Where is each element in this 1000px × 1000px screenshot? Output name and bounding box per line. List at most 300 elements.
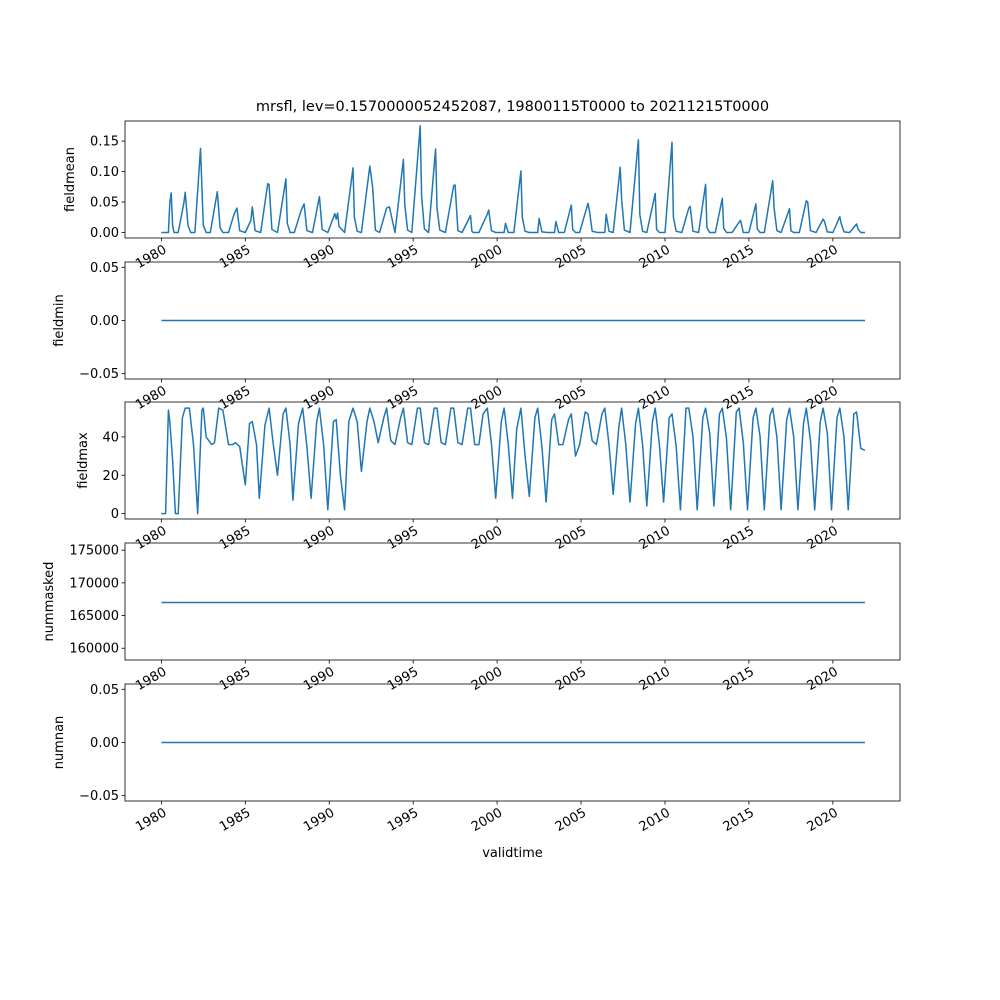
data-point <box>161 602 162 603</box>
x-tick-label: 1980 <box>133 664 170 695</box>
data-point <box>267 183 268 184</box>
data-point <box>354 217 355 218</box>
data-point <box>671 142 672 143</box>
data-point <box>478 232 479 233</box>
y-tick-label: 0.05 <box>90 260 119 276</box>
x-tick-label: 2000 <box>468 523 506 554</box>
data-point <box>311 498 312 499</box>
data-point <box>373 421 374 422</box>
data-point <box>512 498 513 499</box>
data-point <box>688 408 689 409</box>
data-point <box>421 195 422 196</box>
y-tick-label: 0.00 <box>90 736 119 751</box>
x-tick-label: 1995 <box>385 805 422 836</box>
data-point <box>178 513 179 514</box>
data-point <box>764 232 765 233</box>
x-tick-label: 2010 <box>636 523 673 554</box>
data-point <box>688 208 689 209</box>
x-tick-label: 1995 <box>385 664 422 695</box>
data-point <box>772 180 773 181</box>
x-tick-label: 1980 <box>133 383 170 414</box>
data-point <box>340 475 341 476</box>
data-point <box>210 232 211 233</box>
data-point <box>462 232 463 233</box>
data-point <box>250 220 251 221</box>
data-point <box>453 408 454 409</box>
data-point <box>864 742 865 743</box>
data-point <box>352 408 353 409</box>
y-tick-label: 165000 <box>69 609 119 625</box>
x-tick-label: 2005 <box>552 523 590 554</box>
data-point <box>161 742 162 743</box>
data-point <box>592 231 593 232</box>
data-point <box>760 232 761 233</box>
data-point <box>457 230 458 231</box>
data-point <box>501 421 502 422</box>
data-point <box>504 408 505 409</box>
data-point <box>285 178 286 179</box>
x-tick-label: 2010 <box>636 383 673 414</box>
data-point <box>814 509 815 510</box>
data-point <box>856 223 857 224</box>
data-point <box>848 509 849 510</box>
data-point <box>185 192 186 193</box>
data-point <box>534 417 535 418</box>
data-point <box>685 408 686 409</box>
data-point <box>344 232 345 233</box>
data-point <box>568 419 569 420</box>
data-point <box>659 444 660 445</box>
data-point <box>836 417 837 418</box>
data-point <box>520 170 521 171</box>
data-point <box>375 230 376 231</box>
data-point <box>169 203 170 204</box>
data-point <box>234 214 235 215</box>
data-point <box>228 444 229 445</box>
data-point <box>194 232 195 233</box>
data-point <box>434 408 435 409</box>
data-point <box>255 230 256 231</box>
data-point <box>436 408 437 409</box>
data-point <box>175 513 176 514</box>
data-point <box>601 413 602 414</box>
data-point <box>608 444 609 445</box>
y-tick-label: 170000 <box>69 576 119 592</box>
data-point <box>860 448 861 449</box>
data-point <box>726 438 727 439</box>
data-point <box>575 232 576 233</box>
y-axis-label: fieldmean <box>63 147 78 212</box>
data-point <box>161 513 162 514</box>
x-tick-label: 1995 <box>385 242 422 273</box>
data-point <box>269 184 270 185</box>
data-point <box>457 442 458 443</box>
data-point <box>322 229 323 230</box>
data-point <box>748 232 749 233</box>
data-point <box>389 206 390 207</box>
data-point <box>369 408 370 409</box>
data-point <box>403 159 404 160</box>
x-tick-label: 2000 <box>468 805 506 836</box>
data-point <box>298 423 299 424</box>
y-tick-label: 40 <box>102 430 119 446</box>
x-tick-label: 1980 <box>133 523 170 554</box>
data-point <box>635 423 636 424</box>
data-point <box>462 444 463 445</box>
data-point <box>709 232 710 233</box>
data-point <box>839 408 840 409</box>
data-point <box>327 509 328 510</box>
data-point <box>810 230 811 231</box>
data-point <box>541 231 542 232</box>
y-tick-label: 0.10 <box>90 165 119 181</box>
data-point <box>478 444 479 445</box>
data-point <box>793 436 794 437</box>
data-point <box>182 417 183 418</box>
data-point <box>264 425 265 426</box>
y-axis-label: numnan <box>52 715 67 770</box>
x-tick-label: 2020 <box>804 805 841 836</box>
data-point <box>740 220 741 221</box>
data-point <box>638 408 639 409</box>
data-point <box>290 232 291 233</box>
data-point <box>676 231 677 232</box>
x-tick-label: 1990 <box>301 242 338 273</box>
data-point <box>239 230 240 231</box>
data-point <box>470 408 471 409</box>
data-point <box>404 205 405 206</box>
data-point <box>757 228 758 229</box>
data-point <box>173 232 174 233</box>
x-tick-label: 1990 <box>301 383 338 414</box>
data-point <box>211 444 212 445</box>
data-point <box>504 232 505 233</box>
data-point <box>747 509 748 510</box>
data-point <box>161 232 162 233</box>
data-point <box>558 232 559 233</box>
data-point <box>776 230 777 231</box>
data-point <box>571 205 572 206</box>
data-point <box>713 505 714 506</box>
data-point <box>495 498 496 499</box>
data-point <box>613 232 614 233</box>
data-point <box>739 222 740 223</box>
x-tick-label: 2015 <box>720 383 757 414</box>
data-point <box>271 229 272 230</box>
data-point <box>606 214 607 215</box>
data-point <box>394 444 395 445</box>
x-tick-label: 1990 <box>301 523 338 554</box>
data-point <box>348 421 349 422</box>
chart-title: mrsfl, lev=0.1570000052452087, 19800115T0000 to 20211215T0000 <box>255 99 770 115</box>
data-point <box>394 232 395 233</box>
data-point <box>638 139 639 140</box>
data-point <box>386 408 387 409</box>
data-point <box>692 231 693 232</box>
data-point <box>379 232 380 233</box>
data-point <box>236 208 237 209</box>
data-point <box>269 408 270 409</box>
data-point <box>178 232 179 233</box>
data-point <box>839 216 840 217</box>
data-point <box>487 408 488 409</box>
data-point <box>596 444 597 445</box>
data-point <box>587 203 588 204</box>
x-tick-label: 2000 <box>468 664 506 695</box>
data-point <box>334 213 335 214</box>
data-point <box>692 436 693 437</box>
data-point <box>864 232 865 233</box>
data-point <box>663 502 664 503</box>
data-point <box>656 229 657 230</box>
data-point <box>832 232 833 233</box>
x-tick-label: 1980 <box>133 242 170 273</box>
data-point <box>579 232 580 233</box>
data-point <box>698 232 699 233</box>
data-point <box>366 421 367 422</box>
data-point <box>539 218 540 219</box>
data-point <box>529 232 530 233</box>
x-tick-label: 1980 <box>133 805 170 836</box>
x-tick-label: 1995 <box>385 383 422 414</box>
data-point <box>491 230 492 231</box>
data-point <box>220 227 221 228</box>
x-tick-label: 2010 <box>636 664 673 695</box>
data-point <box>206 232 207 233</box>
data-point <box>529 496 530 497</box>
data-point <box>290 444 291 445</box>
data-point <box>323 444 324 445</box>
data-point <box>222 232 223 233</box>
data-point <box>827 231 828 232</box>
data-point <box>541 446 542 447</box>
data-point <box>669 417 670 418</box>
data-point <box>474 444 475 445</box>
data-point <box>473 232 474 233</box>
data-point <box>428 232 429 233</box>
data-point <box>807 201 808 202</box>
data-point <box>522 217 523 218</box>
data-point <box>197 513 198 514</box>
data-point <box>743 232 744 233</box>
data-point <box>618 427 619 428</box>
data-point <box>217 191 218 192</box>
data-point <box>445 444 446 445</box>
x-tick-label: 2000 <box>468 383 506 414</box>
data-point <box>352 167 353 168</box>
data-point <box>705 184 706 185</box>
data-point <box>445 232 446 233</box>
data-point <box>722 198 723 199</box>
data-point <box>786 419 787 420</box>
data-point <box>823 408 824 409</box>
x-tick-label: 2020 <box>804 523 841 554</box>
data-point <box>304 203 305 204</box>
data-point <box>450 408 451 409</box>
data-point <box>629 502 630 503</box>
data-point <box>245 484 246 485</box>
data-point <box>860 232 861 233</box>
y-tick-label: 160000 <box>69 641 119 657</box>
data-point <box>824 221 825 222</box>
data-point <box>361 471 362 472</box>
x-tick-label: 2015 <box>720 805 757 836</box>
data-point <box>372 186 373 187</box>
data-point <box>723 228 724 229</box>
data-point <box>316 421 317 422</box>
x-tick-label: 2020 <box>804 664 841 695</box>
data-point <box>621 408 622 409</box>
data-point <box>555 221 556 222</box>
data-point <box>337 212 338 213</box>
data-point <box>864 450 865 451</box>
data-point <box>455 184 456 185</box>
x-tick-label: 2015 <box>720 664 757 695</box>
data-point <box>722 408 723 409</box>
data-point <box>252 206 253 207</box>
y-tick-label: 0 <box>110 507 119 523</box>
data-point <box>245 232 246 233</box>
data-point <box>625 444 626 445</box>
data-point <box>407 442 408 443</box>
data-point <box>369 166 370 167</box>
data-point <box>259 498 260 499</box>
y-axis-label: fieldmax <box>76 432 91 489</box>
data-point <box>680 509 681 510</box>
data-point <box>508 232 509 233</box>
data-point <box>597 232 598 233</box>
data-point <box>715 232 716 233</box>
data-point <box>249 423 250 424</box>
data-point <box>467 408 468 409</box>
data-point <box>424 442 425 443</box>
data-point <box>719 413 720 414</box>
data-point <box>652 421 653 422</box>
x-tick-label: 2020 <box>804 242 841 273</box>
data-point <box>283 413 284 414</box>
data-point <box>383 417 384 418</box>
x-tick-label: 2000 <box>468 242 506 273</box>
data-point <box>185 408 186 409</box>
data-point <box>508 444 509 445</box>
y-tick-label: −0.05 <box>79 789 119 805</box>
data-point <box>546 502 547 503</box>
x-tick-label: 1995 <box>385 523 422 554</box>
data-point <box>772 408 773 409</box>
data-point <box>232 444 233 445</box>
data-point <box>333 421 334 422</box>
data-point <box>690 206 691 207</box>
data-point <box>357 421 358 422</box>
data-point <box>816 232 817 233</box>
data-point <box>810 440 811 441</box>
data-point <box>709 433 710 434</box>
data-point <box>562 444 563 445</box>
data-point <box>789 408 790 409</box>
data-point <box>424 228 425 229</box>
data-point <box>587 413 588 414</box>
data-point <box>671 413 672 414</box>
data-point <box>252 421 253 422</box>
y-tick-label: 0.15 <box>90 134 119 150</box>
data-point <box>664 232 665 233</box>
data-point <box>301 209 302 210</box>
x-tick-label: 2005 <box>552 242 590 273</box>
data-point <box>428 444 429 445</box>
data-point <box>302 408 303 409</box>
y-axis-label: nummasked <box>42 561 57 642</box>
data-point <box>292 500 293 501</box>
data-point <box>306 446 307 447</box>
data-point <box>505 223 506 224</box>
data-point <box>755 203 756 204</box>
data-point <box>201 410 202 411</box>
data-point <box>806 408 807 409</box>
data-point <box>171 192 172 193</box>
x-tick-label: 1985 <box>217 242 254 273</box>
data-point <box>193 444 194 445</box>
data-point <box>575 456 576 457</box>
data-point <box>613 494 614 495</box>
data-point <box>706 227 707 228</box>
data-point <box>579 444 580 445</box>
x-axis-label: validtime <box>482 846 543 861</box>
data-point <box>214 442 215 443</box>
data-point <box>488 209 489 210</box>
data-point <box>572 229 573 230</box>
data-point <box>390 440 391 441</box>
data-point <box>336 419 337 420</box>
data-point <box>774 208 775 209</box>
data-point <box>338 226 339 227</box>
data-point <box>789 208 790 209</box>
data-point <box>206 436 207 437</box>
data-point <box>827 433 828 434</box>
data-point <box>558 444 559 445</box>
data-point <box>823 219 824 220</box>
data-point <box>228 232 229 233</box>
data-point <box>608 231 609 232</box>
data-point <box>803 423 804 424</box>
data-point <box>624 230 625 231</box>
data-point <box>646 232 647 233</box>
data-point <box>659 232 660 233</box>
data-point <box>277 475 278 476</box>
data-point <box>172 225 173 226</box>
data-point <box>218 408 219 409</box>
data-point <box>629 232 630 233</box>
data-point <box>564 232 565 233</box>
data-point <box>411 232 412 233</box>
data-point <box>203 408 204 409</box>
data-point <box>187 225 188 226</box>
data-point <box>853 413 854 414</box>
data-point <box>705 408 706 409</box>
data-point <box>319 408 320 409</box>
data-point <box>420 408 421 409</box>
data-point <box>736 411 737 412</box>
data-point <box>781 509 782 510</box>
data-point <box>697 509 698 510</box>
data-point <box>642 444 643 445</box>
data-point <box>769 415 770 416</box>
data-point <box>487 214 488 215</box>
x-tick-label: 1985 <box>217 523 254 554</box>
data-point <box>604 408 605 409</box>
x-tick-label: 2015 <box>720 523 757 554</box>
data-point <box>592 440 593 441</box>
data-point <box>495 232 496 233</box>
